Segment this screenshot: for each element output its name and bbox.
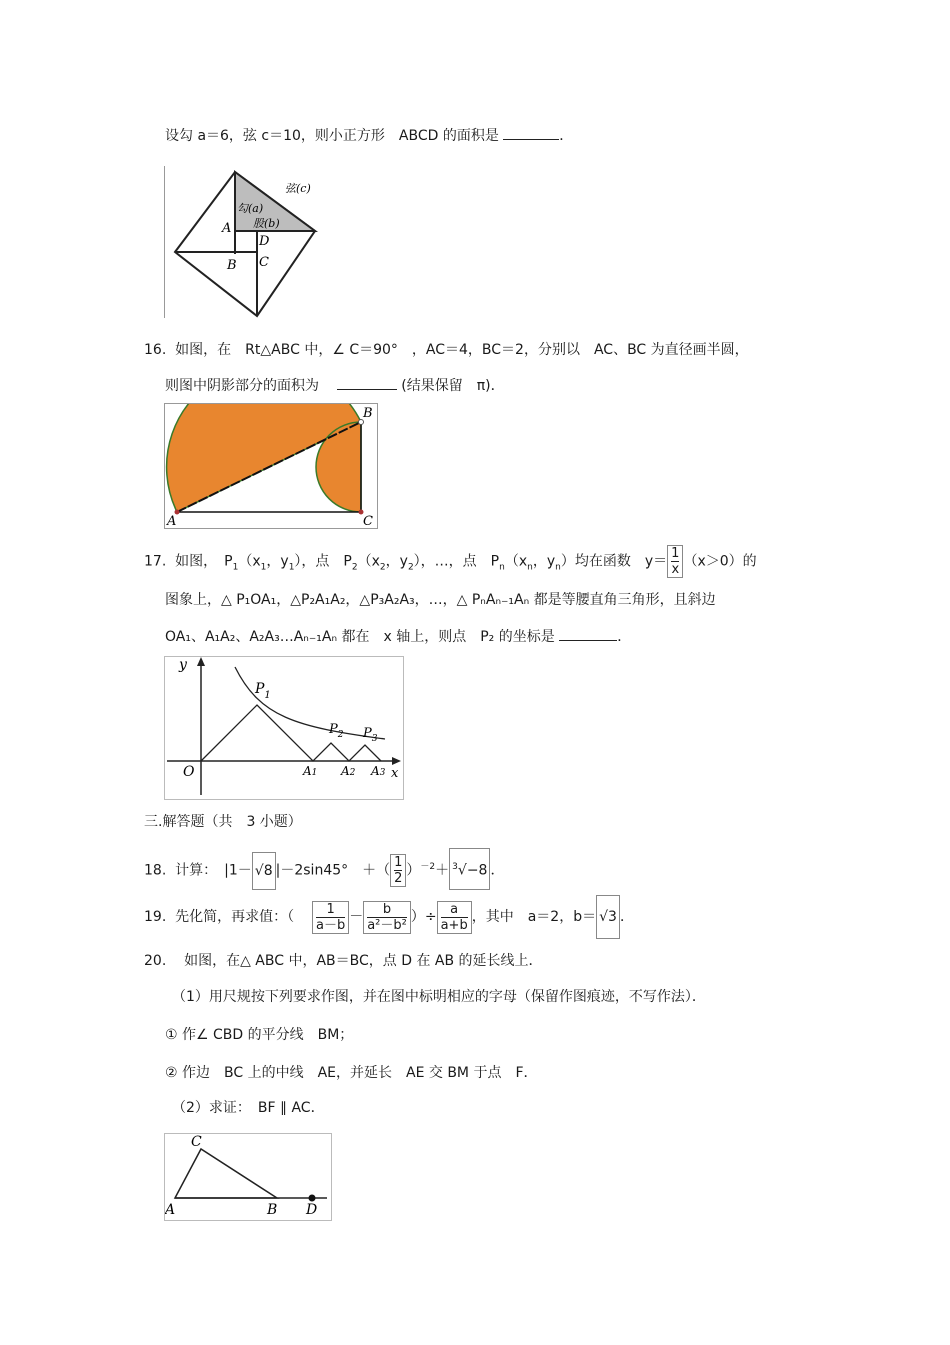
- q17-line3: OA₁、A₁A₂、A₂A₃…Aₙ₋₁Aₙ 都在 x 轴上，则点 P₂ 的坐标是 ．: [165, 626, 631, 647]
- q20-step1: ① 作∠ CBD 的平分线 BM；: [165, 1027, 354, 1043]
- q17-line2: 图象上，△ P₁OA₁，△P₂A₁A₂，△P₃A₂A₃，…，△ PₙAₙ₋₁Aₙ 都是等腰直角三角形，且斜边: [165, 592, 716, 608]
- label-B: B: [363, 406, 373, 421]
- point-D: [309, 1195, 316, 1202]
- fraction-1-over-x: $\frac{1}{x}$: [667, 545, 683, 578]
- label-A: A: [167, 514, 177, 528]
- label-gou: 勾(a): [237, 202, 264, 215]
- label-P2: $P_2$: [329, 722, 344, 740]
- label-B: B: [227, 258, 237, 273]
- label-A2: A2: [341, 764, 356, 778]
- label-P1: $P_1$: [255, 681, 271, 701]
- label-C: C: [363, 514, 373, 528]
- q16-figure: [164, 403, 378, 529]
- sqrt-8: √8: [252, 852, 276, 890]
- label-x: x: [391, 766, 399, 781]
- q19-line: 19. 先化简，再求值：（ $\frac{1}{a-b}$ － $\frac{b}{\text{a²－b²}}$ ）÷ $\frac{a}{a+b}$ ，其中 a＝2，b＝ √3 ．: [144, 895, 634, 939]
- q20-step2: ② 作边 BC 上的中线 AE，并延长 AE 交 BM 于点 F．: [165, 1065, 538, 1081]
- label-C: C: [259, 255, 269, 270]
- label-xian: 弦(c): [285, 182, 311, 195]
- sqrt-3: √3: [596, 895, 620, 939]
- q15-text: 设勾 a＝6，弦 c＝10，则小正方形 ABCD 的面积是 ．: [165, 125, 573, 146]
- label-B: B: [267, 1202, 278, 1218]
- label-A: A: [222, 221, 232, 236]
- q18-line: 18. 计算： |1－ √8 |－2sin45° ＋（ $\frac{1}{2}$ ）$^{-2}$＋ $^3$√−8 ．: [144, 848, 504, 890]
- q20-part2: （2）求证： BF ∥ AC．: [172, 1100, 325, 1116]
- cube-root: $^3$√−8: [449, 848, 490, 890]
- q16-line2: 则图中阴影部分的面积为 (结果保留 π)．: [165, 375, 505, 396]
- fraction-1-2: $\frac{1}{2}$: [390, 854, 406, 887]
- section-heading: 三.解答题（共 3 小题）: [144, 814, 302, 830]
- small-square: [235, 231, 257, 252]
- q20-part1: （1）用尺规按下列要求作图，并在图中标明相应的字母（保留作图痕迹，不写作法）．: [172, 989, 706, 1005]
- answer-blank: [503, 125, 559, 140]
- q20-figure: [164, 1133, 332, 1221]
- label-A: A: [165, 1202, 176, 1218]
- label-D: D: [259, 234, 270, 249]
- triangle-chain: [201, 705, 381, 761]
- answer-blank: [559, 626, 617, 641]
- q17-line1: 17. 如图， $P_1(x_1$，$y_1$），点 $P_2(x_2$，$y_2$），…，点 $P_n(x_n$，$y_n$）均在函数 y＝ $\frac{1}{x}$ （x＞0）的: [144, 546, 757, 577]
- label-A3: A3: [371, 764, 386, 778]
- q16-line1: 16. 如图，在 Rt△ABC 中，∠ C＝90° ，AC＝4，BC＝2，分别以 AC、BC 为直径画半圆，: [144, 342, 749, 358]
- label-y: y: [179, 657, 187, 673]
- answer-blank: [337, 375, 397, 390]
- fraction-b-over-diff-squares: $\frac{b}{\text{a²－b²}}$: [363, 901, 411, 934]
- q15-figure: [164, 166, 327, 318]
- label-gu: 股(b): [253, 217, 280, 230]
- q17-figure: [164, 656, 404, 800]
- fraction-1-over-a-minus-b: $\frac{1}{a-b}$: [312, 901, 349, 934]
- label-A1: A1: [303, 764, 318, 778]
- fraction-a-over-a-plus-b: $\frac{a}{a+b}$: [437, 901, 472, 934]
- label-C: C: [191, 1134, 202, 1150]
- triangle-abc: [175, 1149, 277, 1198]
- label-P3: $P_3$: [363, 726, 378, 744]
- label-D: D: [306, 1202, 318, 1218]
- label-O: O: [183, 764, 195, 780]
- q20-line: 20. 如图，在△ ABC 中，AB＝BC，点 D 在 AB 的延长线上．: [144, 953, 543, 969]
